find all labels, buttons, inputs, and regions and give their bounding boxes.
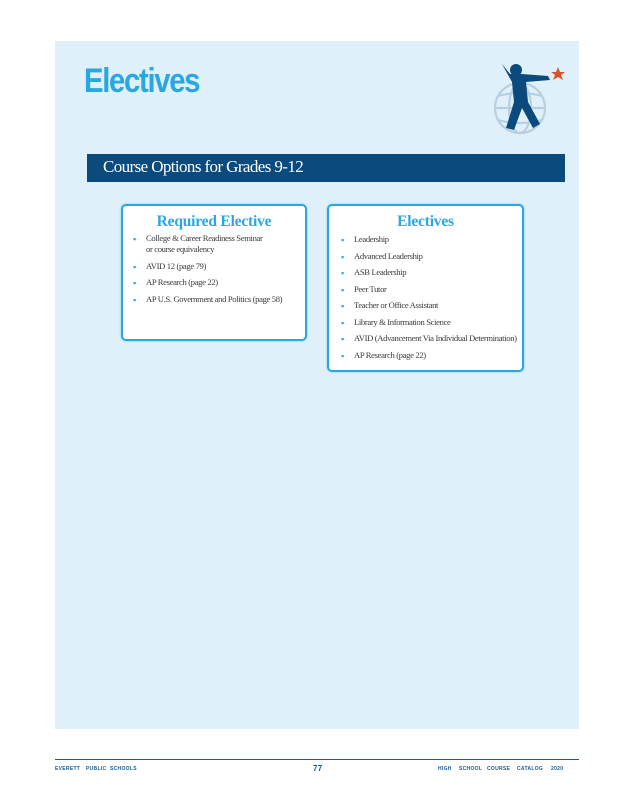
footer-left-word: PUBLIC	[86, 766, 107, 772]
bullet-icon: ▪	[341, 301, 344, 311]
required-elective-box	[121, 204, 307, 341]
list-item	[339, 317, 522, 328]
bullet-icon: ▪	[341, 334, 344, 344]
bullet-icon: ▪	[133, 278, 136, 288]
list-item	[131, 233, 305, 255]
list-item	[131, 277, 305, 288]
list-item-text: Peer Tutor	[354, 283, 387, 294]
list-item	[339, 333, 522, 344]
list-item	[131, 261, 305, 272]
list-item-text: AP U.S. Government and Politics (page 58)	[146, 293, 283, 304]
list-item	[339, 234, 522, 245]
bullet-icon: ▪	[341, 251, 344, 262]
electives-box	[327, 204, 524, 372]
section-banner	[87, 154, 565, 182]
list-item	[339, 300, 522, 311]
footer-right-word: SCHOOL	[459, 766, 483, 772]
list-item-text: AP Research (page 22)	[354, 349, 426, 360]
list-item-text: Library & Information Science	[354, 316, 451, 327]
list-item-text: AVID (Advancement Via Individual Determination)	[354, 333, 517, 343]
bullet-icon: ▪	[341, 235, 344, 245]
bullet-icon: ▪	[341, 284, 344, 295]
banner-title: Course Options for Grades 9-12	[103, 157, 304, 176]
list-item-text: AVID 12 (page 79)	[146, 260, 207, 271]
page-number: 77	[313, 764, 323, 773]
footer-divider	[55, 759, 579, 760]
required-elective-title: Required Elective	[156, 213, 272, 230]
list-item-text: Advanced Leadership	[354, 250, 423, 261]
list-item	[131, 294, 305, 305]
footer-left-word: SCHOOLS	[110, 766, 137, 772]
list-item	[339, 251, 522, 262]
list-item-text: ASB Leadership	[354, 267, 407, 277]
student-globe-star-logo-icon	[484, 58, 568, 142]
footer-right-word: 2020	[551, 766, 564, 772]
bullet-icon: ▪	[133, 294, 136, 305]
list-item-text: College & Career Readiness Seminar	[146, 233, 263, 243]
required-elective-list	[131, 233, 305, 305]
list-item	[339, 284, 522, 295]
footer-right-word: COURSE	[487, 766, 511, 772]
list-item-text: or course equivalency	[146, 244, 215, 254]
list-item-text: AP Research (page 22)	[146, 277, 218, 287]
bullet-icon: ▪	[341, 268, 344, 278]
bullet-icon: ▪	[133, 261, 136, 272]
footer-right-word: HIGH	[438, 766, 452, 772]
content-panel	[55, 41, 579, 729]
list-item-text: Teacher or Office Assistant	[354, 300, 439, 310]
electives-list	[339, 234, 522, 361]
bullet-icon: ▪	[133, 234, 136, 244]
footer-right-word: CATALOG	[517, 766, 544, 772]
bullet-icon: ▪	[341, 317, 344, 328]
list-item	[339, 267, 522, 278]
page-title: Electives	[84, 62, 200, 100]
footer-left-word: EVERETT	[55, 766, 81, 772]
list-item	[339, 350, 522, 361]
bullet-icon: ▪	[341, 350, 344, 361]
electives-title: Electives	[397, 213, 454, 230]
list-item-text: Leadership	[354, 234, 389, 244]
